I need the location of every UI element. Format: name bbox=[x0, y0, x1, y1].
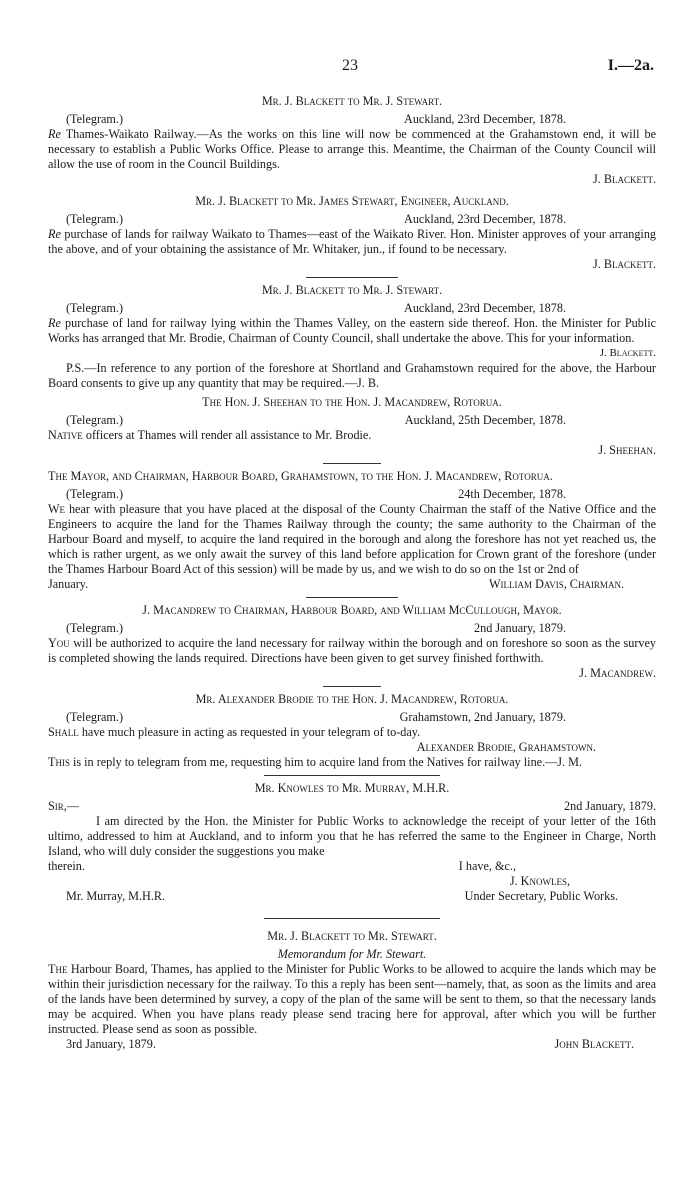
letter-type: (Telegram.) bbox=[66, 301, 124, 315]
divider bbox=[323, 686, 381, 687]
letter-body-text: officers at Thames will render all assistance to Mr. Brodie. bbox=[85, 428, 372, 442]
letter-lead: Native bbox=[48, 428, 83, 442]
letter-meta bbox=[48, 710, 656, 725]
letter-place-date: Grahamstown, 2nd January, 1879. bbox=[399, 710, 566, 724]
letter-signature: J. Sheehan. bbox=[598, 443, 656, 457]
letter-signature: J. Blackett. bbox=[592, 257, 656, 271]
letter-body-text: purchase of land for railway lying within the Thames Valley, on the eastern side thereof. Hon. the Minister for Public Works has arranged that Mr. Brodie, Chairman of County Council, shall undertake the above. This for your information. bbox=[48, 316, 656, 345]
letter-meta bbox=[48, 212, 656, 227]
letter-meta bbox=[48, 413, 656, 428]
letter-body-text: Harbour Board, Thames, has applied to the Minister for Public Works to be allowed to acquire the lands which may be within their jurisdiction necessary for the railway. To this a reply has been sent—namely, that, as soon as the limits and area of the lands have been determined by survey, a copy of the plan of the same will be sent to them, so that the necessary lands may be acquired. When you have plans ready please send tracing here for approval, after which you will be further instructed. Please send as soon as possible. bbox=[48, 962, 656, 1036]
letter-body bbox=[48, 725, 656, 740]
letter-body bbox=[48, 316, 656, 346]
letter-body bbox=[48, 428, 656, 443]
letter-place-date: Auckland, 25th December, 1878. bbox=[404, 413, 566, 427]
letter-heading: J. Macandrew to Chairman, Harbour Board, and William McCullough, Mayor. bbox=[142, 603, 562, 617]
letter-lead: Re bbox=[48, 316, 61, 330]
letter-closing bbox=[48, 859, 656, 874]
letter-2 bbox=[48, 194, 656, 272]
letter-place-date: 2nd January, 1879. bbox=[474, 621, 566, 635]
letter-lead: Re bbox=[48, 227, 61, 241]
letter-note bbox=[48, 755, 656, 770]
divider bbox=[323, 463, 381, 464]
letter-meta bbox=[48, 487, 656, 502]
letter-closing bbox=[48, 1037, 656, 1052]
letter-1 bbox=[48, 94, 656, 187]
letter-type: (Telegram.) bbox=[66, 212, 124, 226]
letter-heading: The Mayor, and Chairman, Harbour Board, Grahamstown, to the Hon. J. Macandrew, Rotorua. bbox=[48, 469, 553, 483]
letter-type: (Telegram.) bbox=[66, 621, 124, 635]
letter-body bbox=[48, 127, 656, 172]
page-number: 23 bbox=[342, 57, 358, 74]
letter-body-text: have much pleasure in acting as requested in your telegram of to-day. bbox=[81, 725, 421, 739]
letter-signature: J. Blackett. bbox=[592, 172, 656, 186]
letter-lead: You bbox=[48, 636, 70, 650]
letter-salutation: Sir,— bbox=[48, 799, 80, 813]
letter-body-text: Thames-Waikato Railway.—As the works on this line will now be commenced at the Grahamstown end, it will be necessary to establish a Public Works Office. Please to arrange this. Meantime, the Chairman of the County Council will allow the use of room in the Council Buildings. bbox=[48, 127, 656, 171]
letter-lead: Shall bbox=[48, 725, 79, 739]
letter-heading: Mr. J. Blackett to Mr. J. Stewart. bbox=[261, 94, 443, 108]
letter-8 bbox=[48, 781, 656, 904]
letter-place-date: Auckland, 23rd December, 1878. bbox=[404, 212, 566, 226]
letter-5 bbox=[48, 469, 656, 592]
letter-date: 3rd January, 1879. bbox=[66, 1037, 156, 1051]
document-reference: I.—2a. bbox=[607, 57, 654, 74]
letter-body bbox=[48, 227, 656, 257]
letter-closing bbox=[48, 577, 656, 592]
letter-4 bbox=[48, 395, 656, 458]
letter-meta bbox=[48, 301, 656, 316]
letter-meta bbox=[48, 621, 656, 636]
letter-type: (Telegram.) bbox=[66, 413, 124, 427]
letter-date: 2nd January, 1879. bbox=[564, 799, 656, 813]
letter-heading: Mr. Alexander Brodie to the Hon. J. Macandrew, Rotorua. bbox=[195, 692, 509, 706]
letter-lead: We bbox=[48, 502, 66, 516]
letter-type: (Telegram.) bbox=[66, 112, 124, 126]
letter-body-text: will be authorized to acquire the land necessary for railway within the borough and on foreshore so soon as the survey is completed showing the lands required. Directions have been given to get survey finished forthwith. bbox=[48, 636, 656, 665]
letter-last-line: therein. bbox=[48, 859, 85, 873]
letter-signature: J. Macandrew. bbox=[579, 666, 656, 680]
letter-7 bbox=[48, 692, 656, 770]
letter-heading: The Hon. J. Sheehan to the Hon. J. Macandrew, Rotorua. bbox=[202, 395, 502, 409]
letter-3 bbox=[48, 283, 656, 391]
letter-place-date: 24th December, 1878. bbox=[458, 487, 566, 501]
letter-body: I am directed by the Hon. the Minister for Public Works to acknowledge the receipt of your letter of the 16th ultimo, addressed to him at Auckland, and to inform you that he has referred the same to the Engineer in Charge, North Island, who will duly consider the suggestions you make bbox=[48, 814, 656, 858]
letter-heading: Mr. J. Blackett to Mr. James Stewart, Engineer, Auckland. bbox=[195, 194, 509, 208]
letter-close: I have, &c., bbox=[458, 859, 516, 873]
letter-9 bbox=[48, 929, 656, 1052]
letter-signature: Alexander Brodie, Grahamstown. bbox=[416, 740, 596, 754]
letter-signature: J. Knowles, bbox=[509, 874, 570, 888]
letter-place-date: Auckland, 23rd December, 1878. bbox=[404, 301, 566, 315]
letter-lead: The bbox=[48, 962, 68, 976]
letter-6 bbox=[48, 603, 656, 681]
letter-last-line: January. bbox=[48, 577, 89, 591]
note-text: is in reply to telegram from me, requesting him to acquire land from the Natives for railway line.—J. M. bbox=[73, 755, 583, 769]
letter-subheading: Memorandum for Mr. Stewart. bbox=[277, 947, 427, 961]
letter-signature: William Davis, Chairman. bbox=[489, 577, 624, 591]
letter-body bbox=[48, 962, 656, 1037]
letter-heading: Mr. J. Blackett to Mr. J. Stewart. bbox=[261, 283, 443, 297]
letter-type: (Telegram.) bbox=[66, 710, 124, 724]
letter-type: (Telegram.) bbox=[66, 487, 124, 501]
letter-body-text: purchase of lands for railway Waikato to Thames—east of the Waikato River. Hon. Minister approves of your arranging the above, and of your obtaining the assistance of Mr. Whitaker, jun., if found to be necessary. bbox=[48, 227, 657, 256]
letter-signatory-title: Under Secretary, Public Works. bbox=[464, 889, 618, 903]
divider bbox=[264, 918, 440, 919]
letter-signature: J. Blackett. bbox=[599, 347, 656, 359]
letter-body-text: hear with pleasure that you have placed at the disposal of the County Chairman the staff of the Native Office and the Engineers to acquire the land for the Thames Railway through the county; the same authority to the Chairman of the Harbour Board and myself, to acquire the land required in the borough and along the foreshore has not yet reached us, the which is rather urgent, as we only await the survey of this land before application for Crown grant of the foreshore (under the Thames Harbour Board Act of this session) will be made by us, and we wish to do so on the 1st or 2nd of bbox=[48, 502, 656, 576]
letter-salutation-row bbox=[48, 799, 656, 814]
letter-addressee: Mr. Murray, M.H.R. bbox=[66, 889, 166, 903]
letter-signature: John Blackett. bbox=[554, 1037, 634, 1051]
letter-lead: Re bbox=[48, 127, 61, 141]
letter-footer bbox=[48, 889, 656, 904]
postscript: P.S.—In reference to any portion of the foreshore at Shortland and Grahamstown required for the above, the Harbour Board consents to give up any quantity that may be required.—J. B. bbox=[48, 361, 656, 390]
letter-meta bbox=[48, 112, 656, 127]
letter-heading: Mr. Knowles to Mr. Murray, M.H.R. bbox=[254, 781, 450, 795]
letter-heading: Mr. J. Blackett to Mr. Stewart. bbox=[267, 929, 437, 943]
letter-body bbox=[48, 636, 656, 666]
letter-place-date: Auckland, 23rd December, 1878. bbox=[404, 112, 566, 126]
divider bbox=[306, 597, 398, 598]
note-lead: This bbox=[48, 755, 70, 769]
divider bbox=[264, 775, 440, 776]
divider bbox=[306, 277, 398, 278]
letter-body bbox=[48, 502, 656, 577]
